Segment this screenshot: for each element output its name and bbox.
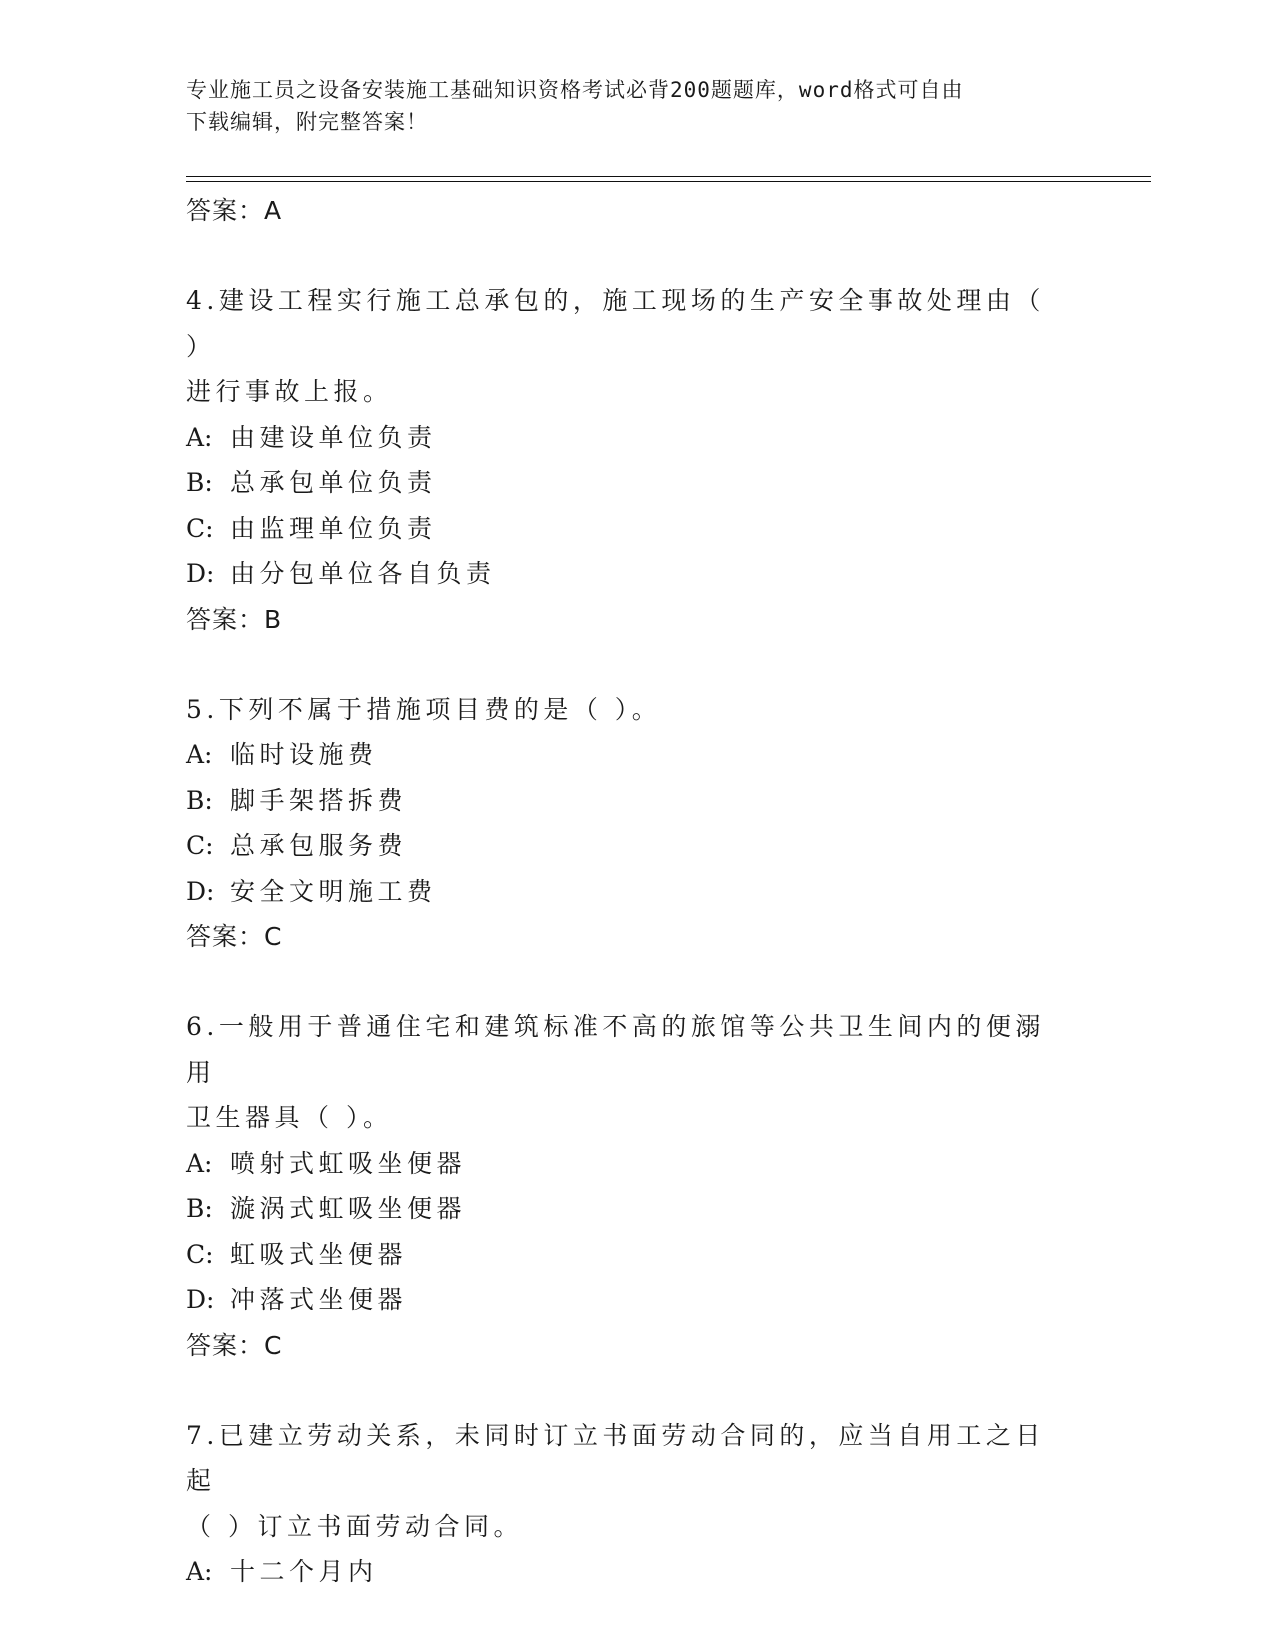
option-letter: A: xyxy=(186,1148,213,1178)
option-c xyxy=(186,823,1086,869)
option-text: 临时设施费 xyxy=(230,740,378,769)
option-a xyxy=(186,732,1086,778)
option-text: 漩涡式虹吸坐便器 xyxy=(230,1194,467,1223)
option-letter: D: xyxy=(186,1285,215,1314)
answer-line: 答案：B xyxy=(186,604,283,634)
option-letter: B: xyxy=(186,785,213,815)
option-text: 总承包单位负责 xyxy=(230,468,437,497)
option-c xyxy=(186,506,1086,552)
stem-line: 7.已建立劳动关系，未同时订立书面劳动合同的，应当自用工之日起 xyxy=(186,1420,1045,1495)
option-text: 虹吸式坐便器 xyxy=(230,1239,408,1269)
option-text: 十二个月内 xyxy=(230,1557,378,1586)
header-divider xyxy=(186,181,1151,182)
option-d xyxy=(186,551,1086,597)
option-b xyxy=(186,460,1086,506)
option-a xyxy=(186,415,1086,461)
option-text: 安全文明施工费 xyxy=(230,876,437,906)
option-letter: D: xyxy=(186,876,215,906)
option-letter: C: xyxy=(186,831,214,860)
option-c xyxy=(186,1232,1086,1278)
option-letter: B: xyxy=(186,1194,213,1223)
option-text: 喷射式虹吸坐便器 xyxy=(230,1148,467,1178)
option-a xyxy=(186,1549,1086,1595)
option-letter: A: xyxy=(186,740,213,769)
option-text: 由分包单位各自负责 xyxy=(230,559,496,588)
option-letter: C: xyxy=(186,513,214,543)
answer-line: 答案：C xyxy=(186,1330,283,1360)
option-b xyxy=(186,1186,1086,1232)
question-6 xyxy=(186,1004,1086,1369)
stem-line: 进行事故上报。 xyxy=(186,377,393,406)
stem-line: 5.下列不属于措施项目费的是（ ）。 xyxy=(186,694,662,724)
option-text: 脚手架搭拆费 xyxy=(230,785,408,815)
option-text: 冲落式坐便器 xyxy=(230,1285,408,1314)
stem-line: 卫生器具（ ）。 xyxy=(186,1103,393,1132)
option-letter: B: xyxy=(186,468,213,497)
question-stem xyxy=(186,1413,1066,1550)
question-stem xyxy=(186,687,1066,733)
stem-line: 4.建设工程实行施工总承包的，施工现场的生产安全事故处理由（ ） xyxy=(186,286,1045,361)
answer-line: 答案：C xyxy=(186,922,283,951)
option-letter: D: xyxy=(186,559,215,588)
question-stem xyxy=(186,278,1066,415)
answer-line: 答案：A xyxy=(186,196,283,225)
option-text: 总承包服务费 xyxy=(230,831,408,860)
option-text: 由建设单位负责 xyxy=(230,422,437,452)
document-body xyxy=(186,188,1086,1595)
option-letter: C: xyxy=(186,1239,214,1269)
option-a xyxy=(186,1141,1086,1187)
header-divider xyxy=(186,176,1151,177)
header-line: 专业施工员之设备安装施工基础知识资格考试必背200题题库，word格式可自由 xyxy=(186,78,964,102)
option-d xyxy=(186,869,1086,915)
question-4 xyxy=(186,278,1086,643)
document-header xyxy=(186,74,1086,138)
stem-line: （ ）订立书面劳动合同。 xyxy=(186,1511,523,1541)
question-7 xyxy=(186,1413,1086,1595)
header-line: 下载编辑，附完整答案！ xyxy=(186,110,428,134)
option-letter: A: xyxy=(186,1557,213,1586)
question-stem xyxy=(186,1004,1066,1141)
option-text: 由监理单位负责 xyxy=(230,513,437,543)
option-letter: A: xyxy=(186,422,213,452)
stem-line: 6.一般用于普通住宅和建筑标准不高的旅馆等公共卫生间内的便溺用 xyxy=(186,1012,1045,1087)
option-d xyxy=(186,1277,1086,1323)
option-b xyxy=(186,778,1086,824)
question-5 xyxy=(186,687,1086,961)
